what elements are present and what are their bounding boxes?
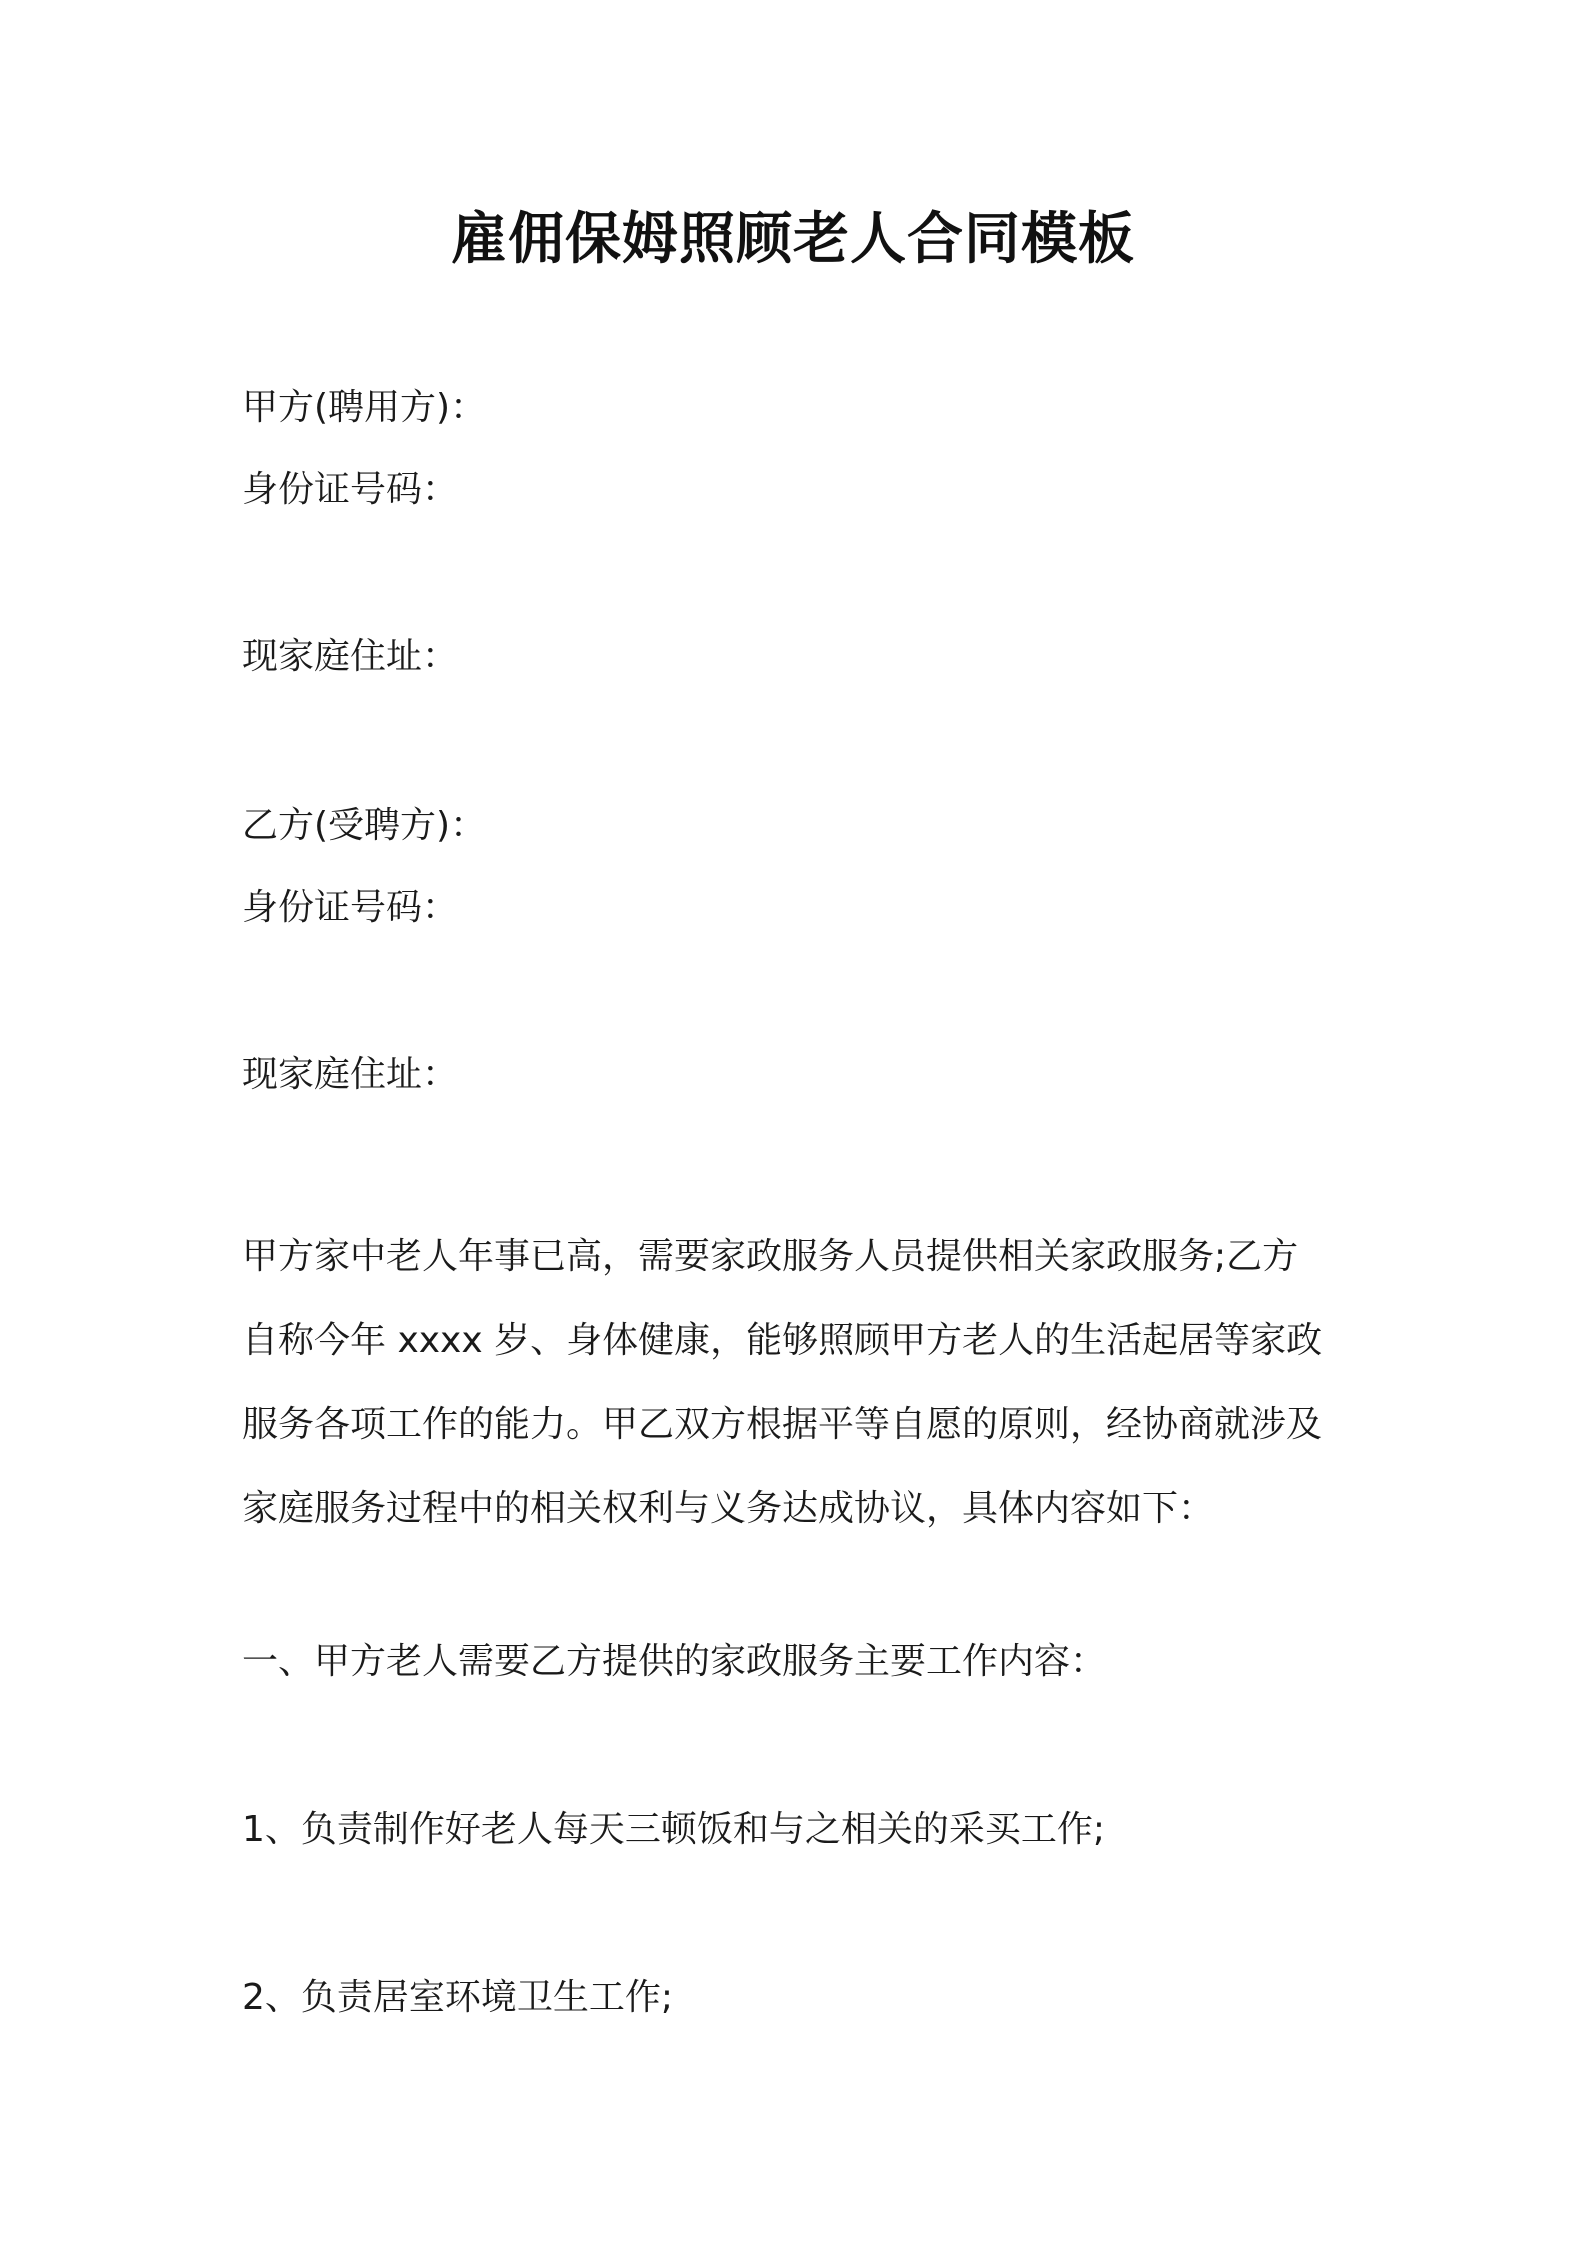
intro-line: 家庭服务过程中的相关权利与义务达成协议，具体内容如下： xyxy=(242,1488,1215,1529)
party-a-address-label: 现家庭住址： xyxy=(242,636,459,677)
item-2: 2、负责居室环境卫生工作; xyxy=(242,1977,674,2018)
party-a-id-label: 身份证号码： xyxy=(242,469,459,510)
intro-line: 服务各项工作的能力。甲乙双方根据平等自愿的原则，经协商就涉及 xyxy=(242,1404,1323,1445)
document-title: 雇佣保姆照顾老人合同模板 xyxy=(451,207,1135,272)
party-b-id-label: 身份证号码： xyxy=(242,887,459,928)
intro-line: 自称今年 xxxx 岁、身体健康，能够照顾甲方老人的生活起居等家政 xyxy=(242,1320,1323,1361)
section-1-heading: 一、甲方老人需要乙方提供的家政服务主要工作内容： xyxy=(242,1641,1107,1682)
intro-line: 甲方家中老人年事已高，需要家政服务人员提供相关家政服务;乙方 xyxy=(242,1236,1299,1277)
party-a-label: 甲方(聘用方)： xyxy=(242,387,487,428)
intro-paragraph xyxy=(242,1215,1362,1551)
party-b-label: 乙方(受聘方)： xyxy=(242,805,487,846)
item-1: 1、负责制作好老人每天三顿饭和与之相关的采买工作; xyxy=(242,1809,1106,1850)
party-b-address-label: 现家庭住址： xyxy=(242,1054,459,1095)
